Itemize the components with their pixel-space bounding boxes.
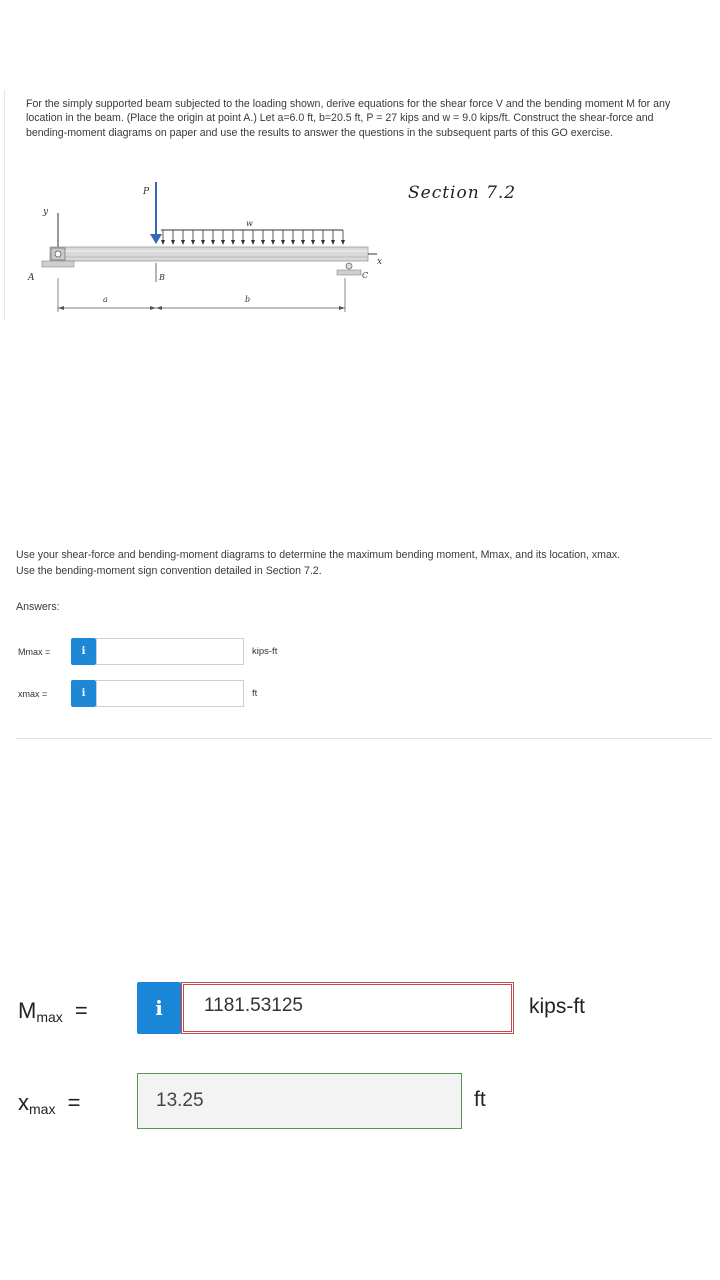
big-xmax-label	[18, 1090, 80, 1117]
big-mmax-label-main: M	[18, 998, 37, 1023]
big-mmax-unit: kips-ft	[529, 995, 586, 1018]
distributed-load-arrowhead	[181, 240, 185, 245]
prompt-line-2: Use the bending-moment sign convention detailed in Section 7.2.	[16, 565, 322, 577]
distributed-load-arrowhead	[161, 240, 165, 245]
distributed-load-arrowhead	[201, 240, 205, 245]
label-x: x	[377, 257, 383, 267]
big-xmax-label-sub: max	[29, 1101, 56, 1117]
load-p-arrow	[150, 234, 162, 244]
handwritten-note: Section 7.2	[408, 183, 517, 203]
distributed-load-arrowhead	[261, 240, 265, 245]
distributed-load-arrowhead	[281, 240, 285, 245]
label-c-point: C	[362, 271, 369, 280]
big-xmax-unit: ft	[474, 1088, 486, 1111]
answers-label: Answers:	[16, 601, 60, 613]
big-xmax-label-main: x	[18, 1090, 29, 1115]
small-xmax-info-button[interactable]: i	[71, 680, 96, 707]
section-divider	[16, 738, 712, 739]
label-w: w	[246, 219, 253, 228]
distributed-load-w	[161, 230, 345, 245]
distributed-load-arrowhead	[341, 240, 345, 245]
distributed-load-arrowhead	[271, 240, 275, 245]
distributed-load-arrowhead	[331, 240, 335, 245]
beam	[50, 247, 368, 261]
distributed-load-arrowhead	[221, 240, 225, 245]
big-mmax-label	[18, 998, 88, 1025]
prompt-line-1: Use your shear-force and bending-moment diagrams to determine the maximum bending moment, Mmax, and its location, xmax.	[16, 549, 621, 561]
label-b-dim: b	[245, 295, 251, 304]
question-prompt	[16, 547, 716, 579]
distributed-load-arrowhead	[171, 240, 175, 245]
distributed-load-arrowhead	[251, 240, 255, 245]
label-a-dim: a	[103, 295, 108, 304]
small-mmax-unit: kips-ft	[252, 646, 278, 657]
distributed-load-arrowhead	[241, 240, 245, 245]
big-mmax-equals: =	[74, 998, 88, 1023]
beam-figure	[25, 178, 405, 318]
label-b-point: B	[159, 273, 165, 282]
big-xmax-equals: =	[67, 1090, 81, 1115]
big-mmax-input[interactable]: 1181.53125	[181, 982, 514, 1034]
label-a-point: A	[28, 273, 35, 283]
small-mmax-input[interactable]	[96, 638, 244, 665]
distributed-load-arrowhead	[311, 240, 315, 245]
distributed-load-arrowhead	[211, 240, 215, 245]
small-xmax-unit: ft	[252, 688, 258, 699]
distributed-load-arrowhead	[191, 240, 195, 245]
distributed-load-arrowhead	[231, 240, 235, 245]
big-mmax-info-button[interactable]: i	[137, 982, 181, 1034]
label-y: y	[43, 207, 49, 217]
small-mmax-info-button[interactable]: i	[71, 638, 96, 665]
small-mmax-label: Mmax =	[18, 647, 51, 657]
big-mmax-label-sub: max	[36, 1009, 63, 1025]
label-p: P	[143, 187, 150, 197]
distributed-load-arrowhead	[291, 240, 295, 245]
big-xmax-input[interactable]: 13.25	[137, 1073, 462, 1129]
distributed-load-arrowhead	[301, 240, 305, 245]
problem-statement: For the simply supported beam subjected to the loading shown, derive equations for the shear force V and the bending moment M for any location in the beam. (Place the origin at point A.) Let a=6.0 ft, b=20.5 ft, P = 27 kips and w = 9.0 kips/ft. Construct the shear-force and bending-moment diagrams on paper and use the results to answer the questions in the subsequent parts of this GO exercise.	[26, 98, 671, 139]
left-rule	[4, 90, 5, 320]
roller-support-c	[337, 263, 361, 275]
small-xmax-input[interactable]	[96, 680, 244, 707]
small-xmax-label: xmax =	[18, 689, 48, 699]
distributed-load-arrowhead	[321, 240, 325, 245]
